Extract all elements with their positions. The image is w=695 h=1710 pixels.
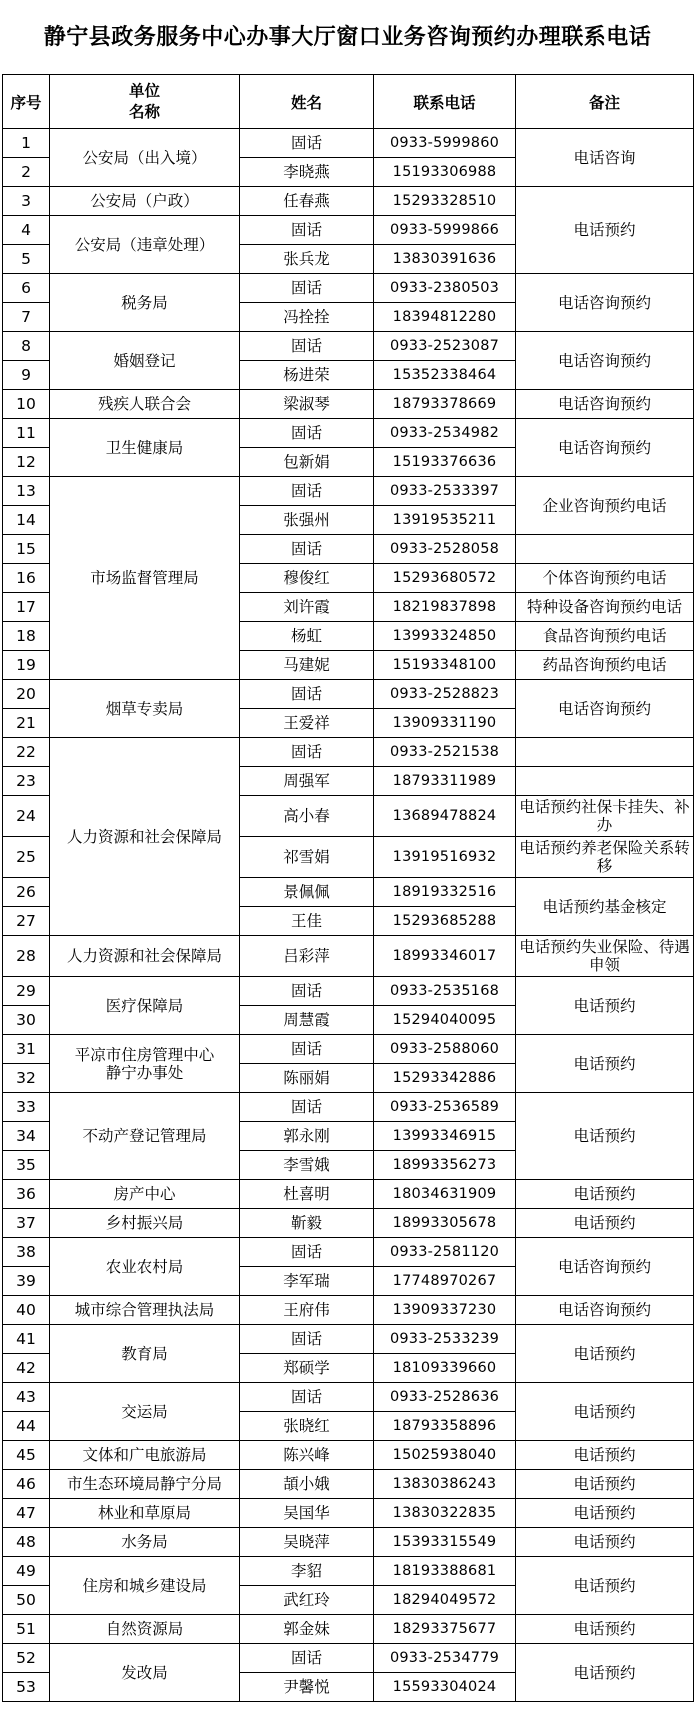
row-phone: 13919516932 [374,837,516,878]
row-unit: 交运局 [50,1383,240,1441]
row-phone: 13830386243 [374,1470,516,1499]
row-note: 电话咨询预约 [516,1296,694,1325]
row-seq: 9 [3,361,50,390]
row-name: 吴晓萍 [240,1528,374,1557]
row-unit: 乡村振兴局 [50,1209,240,1238]
row-seq: 19 [3,651,50,680]
row-seq: 50 [3,1586,50,1615]
table-row [3,738,694,767]
row-seq: 22 [3,738,50,767]
table-row [3,1499,694,1528]
row-phone: 18793358896 [374,1412,516,1441]
row-seq: 37 [3,1209,50,1238]
row-note: 特种设备咨询预约电话 [516,593,694,622]
row-unit: 教育局 [50,1325,240,1383]
row-name: 固话 [240,738,374,767]
row-seq: 2 [3,158,50,187]
row-phone: 18993346017 [374,936,516,977]
row-unit: 文体和广电旅游局 [50,1441,240,1470]
table-row [3,1238,694,1267]
row-name: 马建妮 [240,651,374,680]
row-name: 固话 [240,274,374,303]
row-phone: 0933-2533397 [374,477,516,506]
row-seq: 53 [3,1673,50,1702]
row-phone: 18034631909 [374,1180,516,1209]
row-unit: 人力资源和社会保障局 [50,936,240,977]
table-row [3,680,694,709]
row-name: 固话 [240,1644,374,1673]
row-phone: 18294049572 [374,1586,516,1615]
row-seq: 21 [3,709,50,738]
table-row [3,1209,694,1238]
row-seq: 52 [3,1644,50,1673]
row-name: 固话 [240,419,374,448]
row-note: 电话预约 [516,1499,694,1528]
row-unit: 水务局 [50,1528,240,1557]
row-name: 靳毅 [240,1209,374,1238]
row-phone: 13830391636 [374,245,516,274]
row-name: 张强州 [240,506,374,535]
row-phone: 0933-2528823 [374,680,516,709]
table-row [3,332,694,361]
row-note [516,767,694,796]
row-note: 电话咨询预约 [516,390,694,419]
row-seq: 4 [3,216,50,245]
row-note: 电话咨询预约 [516,1238,694,1296]
row-seq: 12 [3,448,50,477]
table-row [3,419,694,448]
row-phone: 0933-2523087 [374,332,516,361]
header-unit-line1: 单位 [128,81,160,100]
table-row [3,274,694,303]
row-name: 固话 [240,1325,374,1354]
row-seq: 40 [3,1296,50,1325]
row-seq: 49 [3,1557,50,1586]
row-unit: 卫生健康局 [50,419,240,477]
row-name: 武红玲 [240,1586,374,1615]
row-name: 固话 [240,1035,374,1064]
row-name: 杨虹 [240,622,374,651]
row-phone: 18219837898 [374,593,516,622]
row-phone: 13689478824 [374,796,516,837]
row-seq: 20 [3,680,50,709]
table-row [3,1325,694,1354]
row-unit: 公安局（出入境） [50,129,240,187]
row-note: 电话预约失业保险、待遇申领 [516,936,694,977]
row-unit: 城市综合管理执法局 [50,1296,240,1325]
header-phone: 联系电话 [374,75,516,129]
row-phone: 0933-2536589 [374,1093,516,1122]
row-phone: 15293685288 [374,907,516,936]
row-name: 陈丽娟 [240,1064,374,1093]
table-row [3,1093,694,1122]
row-note: 电话咨询预约 [516,680,694,738]
row-name: 穆俊红 [240,564,374,593]
row-seq: 29 [3,977,50,1006]
row-seq: 17 [3,593,50,622]
row-note: 电话咨询 [516,129,694,187]
row-note: 电话预约 [516,977,694,1035]
row-seq: 43 [3,1383,50,1412]
row-phone: 0933-2528058 [374,535,516,564]
table-row [3,477,694,506]
row-seq: 25 [3,837,50,878]
row-unit: 房产中心 [50,1180,240,1209]
row-phone: 0933-2535168 [374,977,516,1006]
row-name: 吕彩萍 [240,936,374,977]
row-seq: 18 [3,622,50,651]
row-seq: 14 [3,506,50,535]
row-phone: 18109339660 [374,1354,516,1383]
row-name: 张兵龙 [240,245,374,274]
row-phone: 0933-2533239 [374,1325,516,1354]
table-row [3,1644,694,1673]
row-name: 尹馨悦 [240,1673,374,1702]
row-name: 郭金妹 [240,1615,374,1644]
table-row [3,1557,694,1586]
row-name: 高小春 [240,796,374,837]
row-unit: 税务局 [50,274,240,332]
row-note: 电话预约 [516,1035,694,1093]
row-name: 梁淑琴 [240,390,374,419]
row-note: 电话咨询预约 [516,332,694,390]
row-note: 电话预约 [516,1528,694,1557]
row-unit: 公安局（违章处理） [50,216,240,274]
row-unit: 自然资源局 [50,1615,240,1644]
table-row [3,1296,694,1325]
row-name: 任春燕 [240,187,374,216]
row-seq: 41 [3,1325,50,1354]
table-row [3,1470,694,1499]
row-note: 药品咨询预约电话 [516,651,694,680]
row-name: 张晓红 [240,1412,374,1441]
row-phone: 0933-5999860 [374,129,516,158]
row-phone: 15393315549 [374,1528,516,1557]
row-phone: 15193376636 [374,448,516,477]
table-row [3,1615,694,1644]
row-phone: 18793378669 [374,390,516,419]
row-seq: 35 [3,1151,50,1180]
row-seq: 26 [3,878,50,907]
row-unit: 医疗保障局 [50,977,240,1035]
row-seq: 33 [3,1093,50,1122]
row-name: 王爱祥 [240,709,374,738]
row-name: 李军瑞 [240,1267,374,1296]
row-seq: 24 [3,796,50,837]
row-note: 电话预约 [516,1209,694,1238]
row-seq: 6 [3,274,50,303]
row-phone: 15293342886 [374,1064,516,1093]
row-unit: 烟草专卖局 [50,680,240,738]
row-seq: 44 [3,1412,50,1441]
header-unit [50,75,240,129]
row-name: 固话 [240,216,374,245]
table-row [3,1528,694,1557]
row-name: 李晓燕 [240,158,374,187]
row-name: 陈兴峰 [240,1441,374,1470]
row-phone: 15593304024 [374,1673,516,1702]
row-name: 郭永刚 [240,1122,374,1151]
row-name: 包新娟 [240,448,374,477]
row-name: 王佳 [240,907,374,936]
row-phone: 15293328510 [374,187,516,216]
row-phone: 0933-2588060 [374,1035,516,1064]
row-seq: 3 [3,187,50,216]
row-name: 吴国华 [240,1499,374,1528]
row-phone: 0933-2521538 [374,738,516,767]
table-row [3,936,694,977]
row-phone: 17748970267 [374,1267,516,1296]
row-note: 电话预约基金核定 [516,878,694,936]
row-note: 个体咨询预约电话 [516,564,694,593]
row-name: 固话 [240,1093,374,1122]
row-note: 电话预约 [516,1383,694,1441]
row-note: 电话预约 [516,1557,694,1615]
row-phone: 15193348100 [374,651,516,680]
row-seq: 36 [3,1180,50,1209]
row-unit: 残疾人联合会 [50,390,240,419]
table-row [3,390,694,419]
row-seq: 46 [3,1470,50,1499]
row-name: 王府伟 [240,1296,374,1325]
row-phone: 18993305678 [374,1209,516,1238]
row-note: 电话预约 [516,1093,694,1180]
row-seq: 7 [3,303,50,332]
contact-table [2,74,694,1702]
row-name: 李貂 [240,1557,374,1586]
row-seq: 30 [3,1006,50,1035]
row-name: 周慧霞 [240,1006,374,1035]
row-phone: 0933-2534779 [374,1644,516,1673]
row-seq: 1 [3,129,50,158]
row-phone: 13909337230 [374,1296,516,1325]
row-seq: 23 [3,767,50,796]
row-note: 电话预约 [516,1615,694,1644]
row-phone: 18793311989 [374,767,516,796]
row-name: 杨进荣 [240,361,374,390]
row-unit: 住房和城乡建设局 [50,1557,240,1615]
row-seq: 34 [3,1122,50,1151]
row-unit: 农业农村局 [50,1238,240,1296]
row-unit: 公安局（户政） [50,187,240,216]
row-unit: 发改局 [50,1644,240,1702]
table-header-row [3,75,694,129]
row-seq: 47 [3,1499,50,1528]
row-note: 企业咨询预约电话 [516,477,694,535]
row-seq: 51 [3,1615,50,1644]
row-phone: 18993356273 [374,1151,516,1180]
header-name: 姓名 [240,75,374,129]
row-phone: 15294040095 [374,1006,516,1035]
row-note: 电话预约养老保险关系转移 [516,837,694,878]
row-note: 电话预约 [516,1644,694,1702]
row-name: 固话 [240,332,374,361]
row-phone: 18394812280 [374,303,516,332]
row-phone: 18919332516 [374,878,516,907]
row-name: 固话 [240,680,374,709]
row-note: 电话预约 [516,1441,694,1470]
row-seq: 38 [3,1238,50,1267]
row-phone: 0933-2581120 [374,1238,516,1267]
table-row [3,1035,694,1064]
row-phone: 15352338464 [374,361,516,390]
header-note: 备注 [516,75,694,129]
row-name: 固话 [240,535,374,564]
row-note [516,535,694,564]
row-note: 电话预约 [516,1325,694,1383]
row-unit: 林业和草原局 [50,1499,240,1528]
row-phone: 18193388681 [374,1557,516,1586]
row-name: 郑硕学 [240,1354,374,1383]
row-seq: 32 [3,1064,50,1093]
row-unit: 市生态环境局静宁分局 [50,1470,240,1499]
page-title: 静宁县政务服务中心办事大厅窗口业务咨询预约办理联系电话 [43,25,652,50]
row-seq: 15 [3,535,50,564]
row-name: 固话 [240,477,374,506]
row-seq: 13 [3,477,50,506]
table-row [3,1180,694,1209]
row-phone: 15193306988 [374,158,516,187]
row-note: 电话预约 [516,187,694,274]
row-name: 固话 [240,977,374,1006]
row-phone: 13909331190 [374,709,516,738]
table-row [3,977,694,1006]
row-seq: 8 [3,332,50,361]
row-seq: 39 [3,1267,50,1296]
row-phone: 15293680572 [374,564,516,593]
row-name: 頡小娥 [240,1470,374,1499]
row-name: 祁雪娟 [240,837,374,878]
row-phone: 0933-2528636 [374,1383,516,1412]
row-phone: 18293375677 [374,1615,516,1644]
row-unit: 人力资源和社会保障局 [50,738,240,936]
row-name: 周强军 [240,767,374,796]
row-seq: 11 [3,419,50,448]
header-unit-line2: 名称 [128,102,160,121]
row-name: 景佩佩 [240,878,374,907]
row-unit: 市场监督管理局 [50,477,240,680]
row-seq: 28 [3,936,50,977]
row-name: 固话 [240,1383,374,1412]
table-row [3,129,694,158]
table-row [3,1383,694,1412]
row-name: 李雪娥 [240,1151,374,1180]
header-seq: 序号 [3,75,50,129]
row-note [516,738,694,767]
row-phone: 0933-5999866 [374,216,516,245]
row-phone: 13993324850 [374,622,516,651]
row-seq: 10 [3,390,50,419]
row-unit: 不动产登记管理局 [50,1093,240,1180]
row-unit: 婚姻登记 [50,332,240,390]
row-note: 电话咨询预约 [516,419,694,477]
row-name: 冯拴拴 [240,303,374,332]
row-name: 刘许霞 [240,593,374,622]
table-row [3,187,694,216]
row-phone: 13993346915 [374,1122,516,1151]
row-seq: 27 [3,907,50,936]
row-phone: 0933-2380503 [374,274,516,303]
row-unit: 平凉市住房管理中心静宁办事处 [50,1035,240,1093]
row-note: 食品咨询预约电话 [516,622,694,651]
row-name: 固话 [240,129,374,158]
row-seq: 48 [3,1528,50,1557]
row-name: 杜喜明 [240,1180,374,1209]
row-phone: 0933-2534982 [374,419,516,448]
row-seq: 42 [3,1354,50,1383]
row-phone: 15025938040 [374,1441,516,1470]
row-note: 电话预约社保卡挂失、补办 [516,796,694,837]
row-note: 电话咨询预约 [516,274,694,332]
row-seq: 45 [3,1441,50,1470]
row-phone: 13830322835 [374,1499,516,1528]
row-phone: 13919535211 [374,506,516,535]
row-seq: 16 [3,564,50,593]
table-row [3,1441,694,1470]
row-name: 固话 [240,1238,374,1267]
row-seq: 31 [3,1035,50,1064]
row-seq: 5 [3,245,50,274]
row-note: 电话预约 [516,1180,694,1209]
row-note: 电话预约 [516,1470,694,1499]
